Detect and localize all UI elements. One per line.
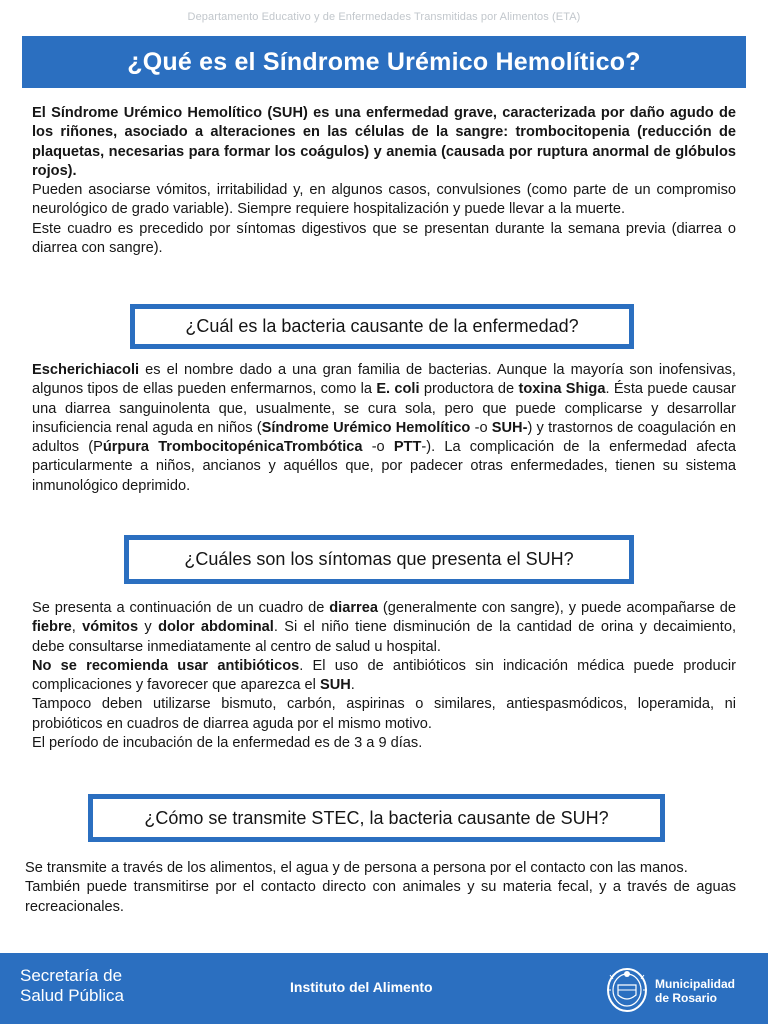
symptoms-paragraph-3: Tampoco deben utilizarse bismuto, carbón, aspirinas o similares, antiespasmódicos, loperamida, ni probióticos en cuadros de diarrea aguda por el mismo motivo. — [32, 696, 736, 732]
question-symptoms: ¿Cuáles son los síntomas que presenta el SUH? — [184, 549, 574, 569]
municipalidad-logo-text — [655, 977, 735, 1005]
question-box-symptoms — [124, 535, 634, 584]
bacteria-section — [32, 361, 736, 496]
page-title: ¿Qué es el Síndrome Urémico Hemolítico? — [127, 47, 641, 76]
footer-bar — [0, 953, 768, 1024]
intro-section — [32, 104, 736, 258]
title-banner — [22, 36, 746, 88]
secretaria-line-2: Salud Pública — [20, 986, 124, 1005]
intro-paragraph-3: Este cuadro es precedido por síntomas digestivos que se presentan durante la semana previa (diarrea o diarrea con sangre). — [32, 220, 736, 257]
rosario-seal-icon — [605, 965, 649, 1013]
municipalidad-line-1: Municipalidad — [655, 977, 736, 991]
secretaria-logo-text — [20, 966, 124, 1006]
transmission-paragraph-2: También puede transmitirse por el contacto directo con animales y su materia fecal, y a través de aguas recreacionales. — [25, 879, 736, 915]
symptoms-section — [32, 599, 736, 753]
symptoms-paragraph-4: El período de incubación de la enfermedad es de 3 a 9 días. — [32, 735, 423, 752]
intro-bold-paragraph: El Síndrome Urémico Hemolítico (SUH) es una enfermedad grave, caracterizada por daño agudo de los riñones, asociado a alteraciones en las células de la sangre: trombocitopenia (reducción de plaquetas, necesarias para formar los coágulos) y anemia (causada por ruptura anormal de glóbulos rojos). — [32, 105, 736, 179]
transmission-paragraph-1: Se transmite a través de los alimentos, el agua y de persona a persona por el contacto con las manos. — [25, 860, 688, 876]
question-box-transmission — [88, 794, 665, 842]
question-transmission: ¿Cómo se transmite STEC, la bacteria causante de SUH? — [144, 807, 609, 828]
question-bacteria: ¿Cuál es la bacteria causante de la enfermedad? — [185, 316, 579, 336]
intro-paragraph-2: Pueden asociarse vómitos, irritabilidad y, en algunos casos, convulsiones (como parte de un compromiso neurológico de grado variable). Siempre requiere hospitalización y puede llevar a la muerte. — [32, 182, 736, 218]
municipalidad-line-2: de Rosario — [655, 991, 718, 1005]
secretaria-line-1: Secretaría de — [20, 966, 123, 985]
symptoms-paragraph-1: Se presenta a continuación de un cuadro de diarrea (generalmente con sangre), y puede acompañarse de fiebre, vómitos y dolor abdominal. Si el niño tiene disminución de la cantidad de orina y decaimiento, debe consultarse inmediatamente al centro de salud u hospital. — [32, 600, 737, 655]
transmission-section — [25, 859, 736, 917]
symptoms-paragraph-2: No se recomienda usar antibióticos. El uso de antibióticos sin indicación médica puede producir complicaciones y favorecer que aparezca el SUH. — [32, 657, 736, 694]
bacteria-paragraph: Escherichiacoli es el nombre dado a una gran familia de bacterias. Aunque la mayoría son inofensivas, algunos tipos de ellas pueden enfermarnos, como la E. coli productora de toxina Shiga. Ésta puede causar una diarrea sanguinolenta que, usualmente, se cura sola, pero que puede complicarse y desarrollar insuficiencia renal aguda en niños (Síndrome Urémico Hemolítico -o SUH-) y trastornos de coagulación en adultos (Púrpura TrombocitopénicaTrombótica -o PTT-). La complicación de la enfermedad afecta particularmente a niños, ancianos y aquéllos que, por padecer otras enfermedades, tienen su sistema inmunológico deprimido. — [32, 362, 737, 494]
instituto-label: Instituto del Alimento — [290, 979, 433, 995]
question-box-bacteria — [130, 304, 634, 349]
department-header: Departamento Educativo y de Enfermedades Transmitidas por Alimentos (ETA) — [187, 11, 581, 23]
